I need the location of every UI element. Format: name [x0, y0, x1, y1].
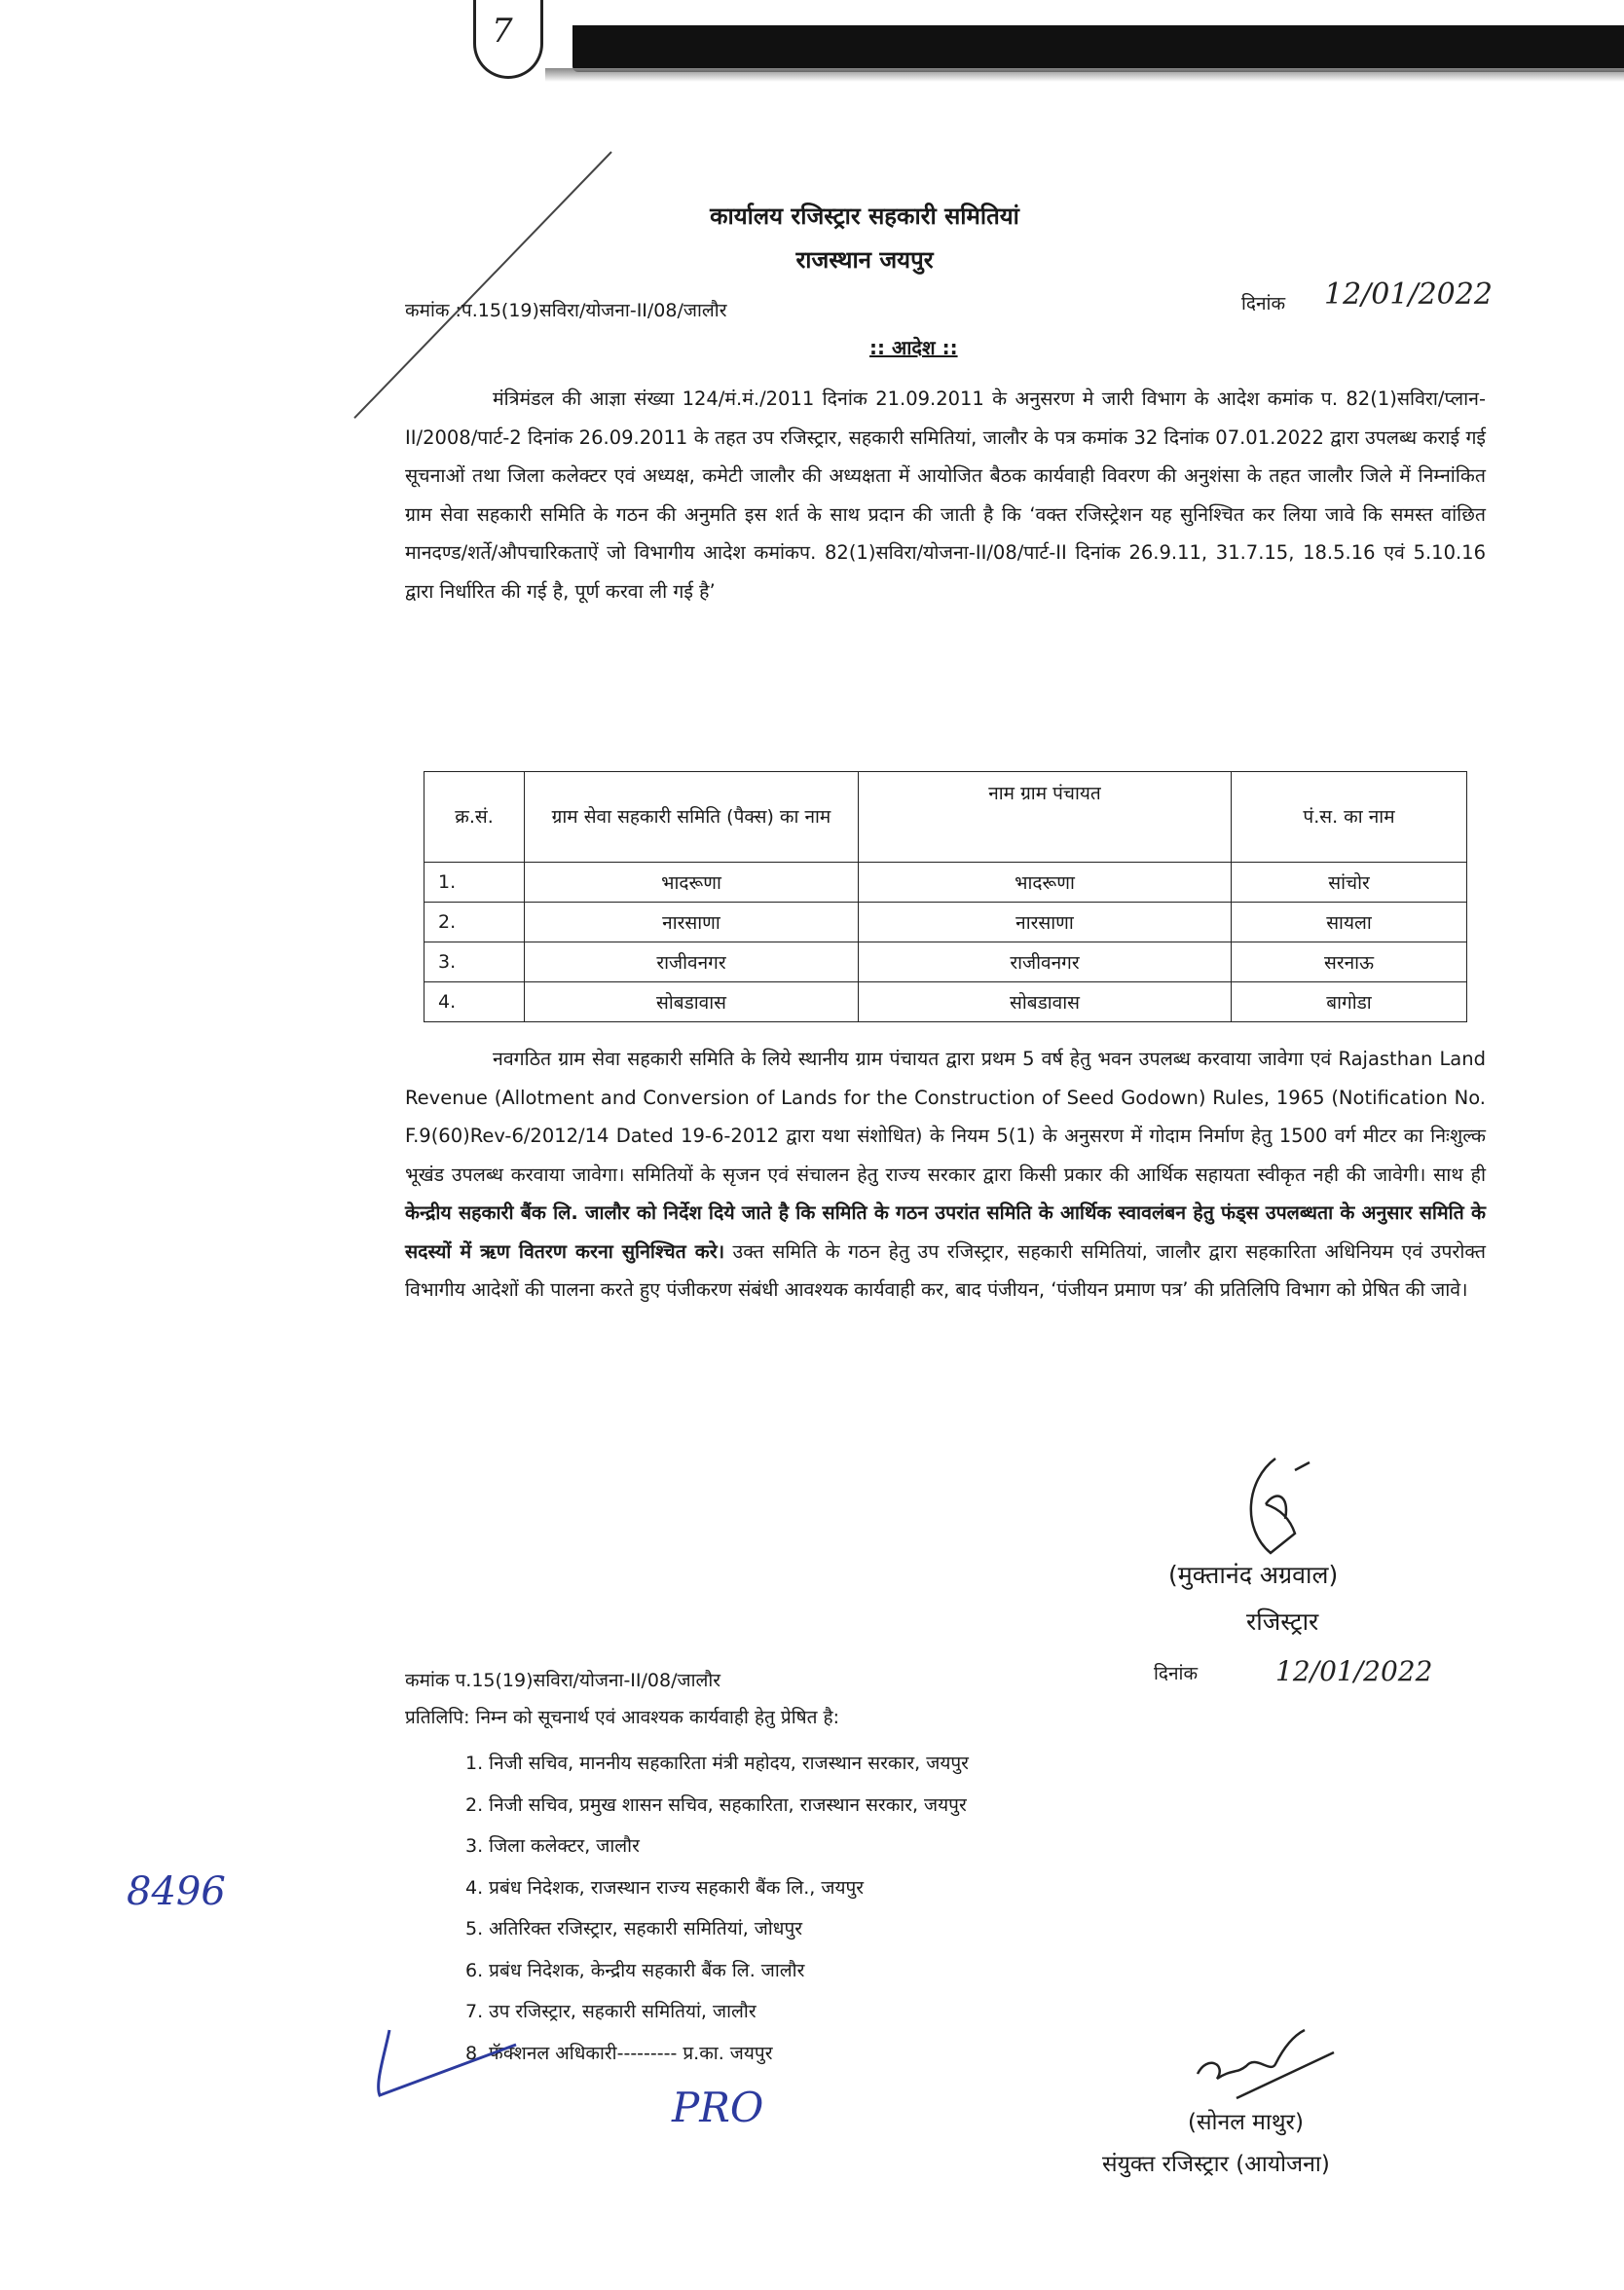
- paragraph-2-bold-directive: केन्द्रीय सहकारी बैंक लि. जालौर को निर्देश दिये जाते है कि समिति के गठन उपरांत समिति के आर्थिक स्वावलंबन हेतु फंड्स उपलब्धता के अनुसार समिति के सदस्यों में ऋण वितरण करना सुनिश्चित करे।: [405, 1201, 1486, 1263]
- table-header-row: [424, 772, 1467, 863]
- tick-mark-icon: [360, 2025, 555, 2103]
- cell-panchayat: भादरूणा: [859, 863, 1232, 903]
- margin-number-handwritten: 8496: [127, 1869, 226, 1914]
- paragraph-1-text: मंत्रिमंडल की आज्ञा संख्या 124/मं.मं./2011 दिनांक 21.09.2011 के अनुसरण मे जारी विभाग के आदेश कमांक प. 82(1)सविरा/प्लान-II/2008/पार्ट-2 दिनांक 26.09.2011 के तहत उप रजिस्ट्रार, सहकारी समितियां, जालौर के पत्र कमांक 32 दिनांक 07.01.2022 द्वारा उपलब्ध कराई गई सूचनाओं तथा जिला कलेक्टर एवं अध्यक्ष, कमेटी जालौर की अध्यक्षता में आयोजित बैठक कार्यवाही विवरण की अनुशंसा के तहत जालौर जिले में निम्नांकित ग्राम सेवा सहकारी समिति के गठन की अनुमति इस शर्त के साथ प्रदान की जाती है कि ‘वक्त रजिस्ट्रेशन यह सुनिश्चित कर लिया जावे कि समस्त वांछित मानदण्ड/शर्ते/औपचारिकताऐं जो विभागीय आदेश कमांकप. 82(1)सविरा/योजना-II/08/पार्ट-II दिनांक 26.9.11, 31.7.15, 18.5.16 एवं 5.10.16 द्वारा निर्धारित की गई है, पूर्ण करवा ली गई है’: [405, 388, 1486, 603]
- table-row: [424, 903, 1467, 942]
- cell-serial: 2.: [424, 903, 525, 942]
- pro-note-handwritten: PRO: [672, 2084, 764, 2131]
- registrar-signature: [1236, 1451, 1324, 1558]
- paragraph-2-text-end: उक्त समिति के गठन हेतु उप रजिस्ट्रार, सहकारी समितियां, जालौर द्वारा सहकारिता अधिनियम एवं उपरोक्त विभागीय आदेशों की पालना करते हुए पंजीकरण संबंधी आवश्यक कार्यवाही कर, बाद पंजीयन, ‘पंजीयन प्रमाण पत्र’ की प्रतिलिपि विभाग को प्रेषित की जावे।: [405, 1239, 1486, 1301]
- cell-samiti: सरनाऊ: [1232, 942, 1467, 982]
- reference-number: कमांक :प.15(19)सविरा/योजना-II/08/जालौर: [405, 300, 727, 321]
- order-paragraph-1: [405, 380, 1486, 610]
- registrar-designation: रजिस्ट्रार: [1246, 1607, 1319, 1636]
- cell-samiti: सायला: [1232, 903, 1467, 942]
- cell-panchayat: सोबडावास: [859, 982, 1232, 1022]
- cell-panchayat: नारसाणा: [859, 903, 1232, 942]
- cell-serial: 3.: [424, 942, 525, 982]
- list-item: 8. फॅक्शनल अधिकारी--------- प्र.का. जयपुर: [465, 2042, 773, 2064]
- date-label: दिनांक: [1241, 293, 1286, 314]
- copy-date-label: दिनांक: [1154, 1663, 1199, 1684]
- copy-date-handwritten: 12/01/2022: [1275, 1655, 1433, 1687]
- cell-society: राजीवनगर: [525, 942, 859, 982]
- table-row: [424, 942, 1467, 982]
- list-item: 6. प्रबंध निदेशक, केन्द्रीय सहकारी बैंक लि. जालौर: [465, 1959, 805, 1981]
- column-header-gram-panchayat: नाम ग्राम पंचायत: [859, 772, 1232, 863]
- office-title: कार्यालय रजिस्ट्रार सहकारी समितियां: [710, 203, 1019, 230]
- registrar-name: (मुक्तानंद अग्रवाल): [1168, 1561, 1339, 1589]
- column-header-society-name: ग्राम सेवा सहकारी समिति (पैक्स) का नाम: [525, 772, 859, 863]
- list-item: 1. निजी सचिव, माननीय सहकारिता मंत्री महोदय, राजस्थान सरकार, जयपुर: [465, 1753, 969, 1774]
- office-location: राजस्थान जयपुर: [795, 246, 934, 274]
- paragraph-2-text: नवगठित ग्राम सेवा सहकारी समिति के लिये स्थानीय ग्राम पंचायत द्वारा प्रथम 5 वर्ष हेतु भवन उपलब्ध करवाया जावेगा एवं Rajasthan Land Revenue (Allotment and Conversion of Lands for the Construction of Seed Godown) Rules, 1965 (Notification No. F.9(60)Rev-6/2012/14 Dated 19-6-2012 द्वारा यथा संशोधित) के नियम 5(1) के अनुसरण में गोदाम निर्माण हेतु 1500 वर्ग मीटर का निःशुल्क भूखंड उपलब्ध करवाया जावेगा। समितियों के सृजन एवं संचालन हेतु राज्य सरकार द्वारा किसी प्रकार की आर्थिक सहायता स्वीकृत नही की जावेगी। साथ ही: [405, 1048, 1486, 1186]
- copy-reference-number: कमांक प.15(19)सविरा/योजना-II/08/जालौर: [405, 1670, 721, 1691]
- page-number-handwritten: 7: [492, 12, 513, 51]
- cell-society: नारसाणा: [525, 903, 859, 942]
- table-row: [424, 982, 1467, 1022]
- joint-registrar-designation: संयुक्त रजिस्ट्रार (आयोजना): [1102, 2152, 1330, 2177]
- copy-intro: प्रतिलिपि: निम्न को सूचनार्थ एवं आवश्यक कार्यवाही हेतु प्रेषित है:: [405, 1707, 840, 1728]
- page-fold-edge: [353, 151, 611, 419]
- column-header-panchayat-samiti: पं.स. का नाम: [1232, 772, 1467, 863]
- joint-registrar-name: (सोनल माथुर): [1188, 2110, 1304, 2135]
- cell-panchayat: राजीवनगर: [859, 942, 1232, 982]
- cell-society: भादरूणा: [525, 863, 859, 903]
- list-item: 2. निजी सचिव, प्रमुख शासन सचिव, सहकारिता, राजस्थान सरकार, जयपुर: [465, 1793, 967, 1816]
- joint-registrar-signature: [1178, 2025, 1344, 2103]
- scan-shadow-fade: [545, 68, 1624, 82]
- column-header-serial: क्र.सं.: [424, 772, 525, 863]
- list-item: 4. प्रबंध निदेशक, राजस्थान राज्य सहकारी बैंक लि., जयपुर: [465, 1876, 865, 1899]
- scan-shadow-band: [572, 25, 1624, 72]
- cell-samiti: बागोडा: [1232, 982, 1467, 1022]
- cell-serial: 4.: [424, 982, 525, 1022]
- date-handwritten: 12/01/2022: [1324, 277, 1493, 312]
- cell-society: सोबडावास: [525, 982, 859, 1022]
- cell-samiti: सांचोर: [1232, 863, 1467, 903]
- list-item: 3. जिला कलेक्टर, जालौर: [465, 1835, 640, 1857]
- order-title: :: आदेश ::: [869, 336, 958, 359]
- list-item: 7. उप रजिस्ट्रार, सहकारी समितियां, जालौर: [465, 2001, 757, 2022]
- cell-serial: 1.: [424, 863, 525, 903]
- order-paragraph-2: [405, 1040, 1486, 1310]
- societies-table: [424, 771, 1467, 1022]
- table-row: [424, 863, 1467, 903]
- copy-recipient-list: [465, 1743, 969, 2074]
- list-item: 5. अतिरिक्त रजिस्ट्रार, सहकारी समितियां, जोधपुर: [465, 1918, 803, 1939]
- document-header: [0, 200, 1624, 276]
